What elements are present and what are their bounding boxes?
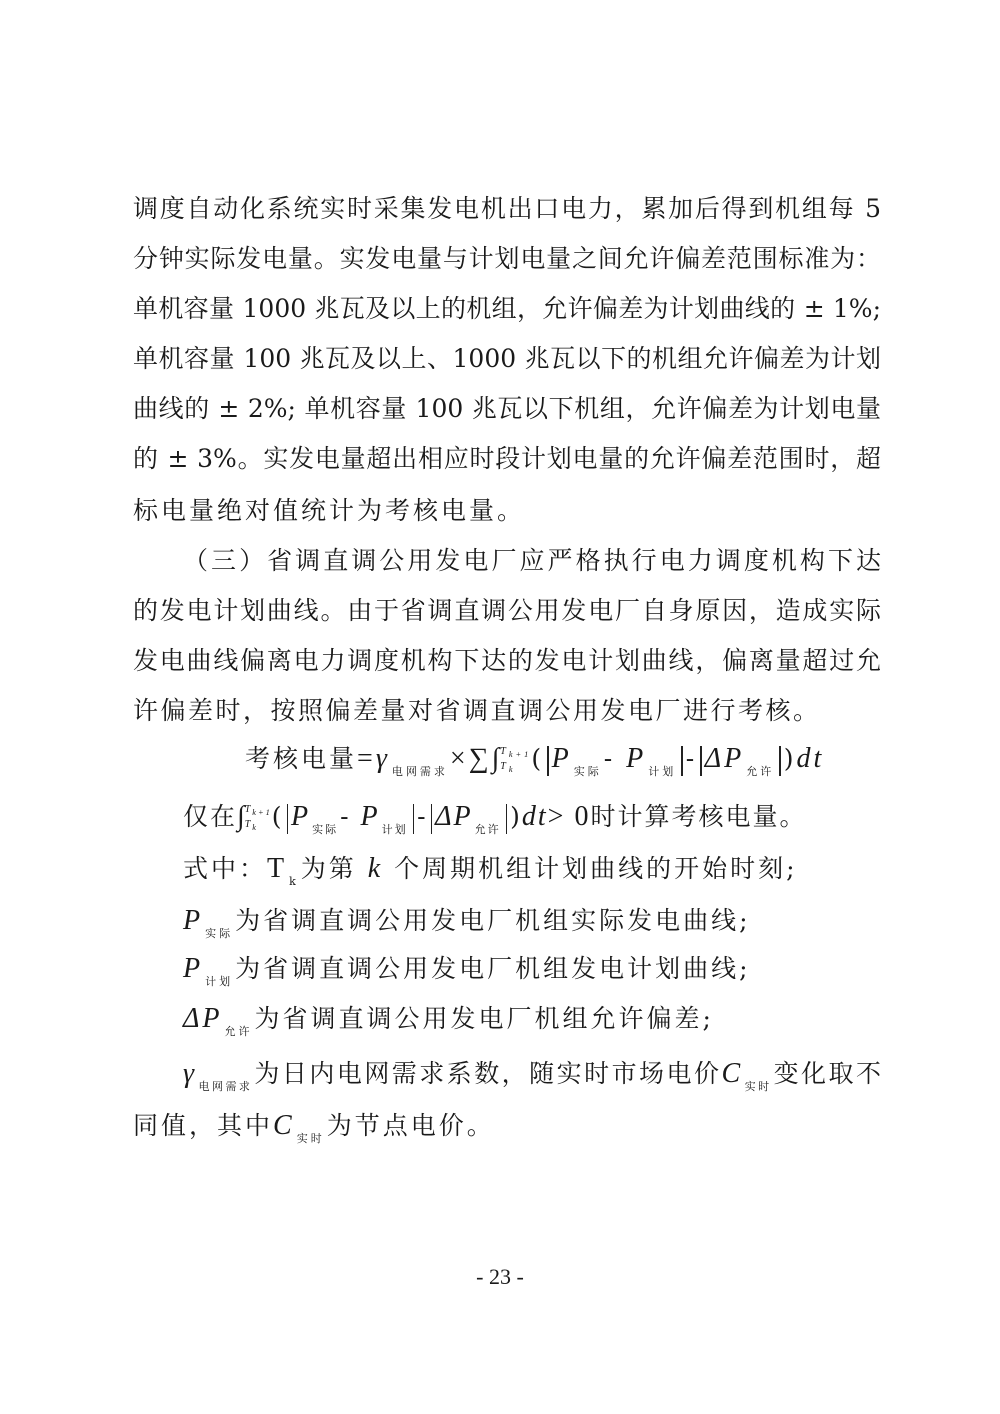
- formula-delta-p: ΔP: [435, 801, 473, 832]
- def-text: 为节点电价。: [326, 1111, 495, 1140]
- formula-actual-sub: 实际: [312, 823, 339, 836]
- def-tk: [183, 853, 798, 898]
- abs-bar: [506, 804, 508, 834]
- formula-allow-sub: 允许: [746, 765, 775, 778]
- formula-minus: -: [417, 802, 428, 831]
- formula-actual-sub: 实际: [573, 765, 602, 778]
- abs-bar: [681, 746, 683, 776]
- body-line: 分钟实际发电量。实发电量与计划电量之间允许偏差范围标准为：: [133, 244, 881, 273]
- body-line: 的 ± 3%。实发电量超出相应时段计划电量的允许偏差范围时，超: [133, 444, 881, 473]
- def-p: P: [183, 905, 204, 936]
- def-c-sub: 实时: [296, 1132, 325, 1145]
- def-dp-allow: [183, 1003, 714, 1048]
- def-delta-p-sub: 允许: [224, 1025, 253, 1038]
- abs-bar: [547, 746, 549, 776]
- def-text: 为第: [300, 854, 357, 883]
- def-c: C: [721, 1058, 741, 1089]
- body-line: 标电量绝对值统计为考核电量。: [133, 496, 526, 525]
- formula-integral: ∫: [237, 801, 247, 832]
- lower-limit-sub: k: [508, 764, 516, 774]
- def-gamma: [183, 1058, 881, 1103]
- body-line: 发电曲线偏离电力调度机构下达的发电计划曲线，偏离量超过允: [133, 646, 881, 675]
- formula-eq: =: [357, 743, 376, 774]
- def-text: 为省调直调公用发电厂机组实际发电曲线;: [235, 906, 751, 935]
- def-p-actual: [183, 905, 751, 950]
- def-prefix: 式中：: [183, 854, 268, 883]
- def-t: T: [267, 853, 288, 884]
- condition-gt: > 0: [547, 801, 591, 832]
- formula-delta-p: ΔP: [704, 743, 745, 774]
- formula-dt: dt: [796, 743, 825, 774]
- upper-limit: T: [500, 745, 509, 757]
- page-number: - 23 -: [476, 1264, 524, 1289]
- abs-bar: [700, 746, 702, 776]
- formula-minus: -: [340, 802, 351, 831]
- abs-bar: [779, 746, 781, 776]
- def-text: 为日内电网需求系数，随实时市场电价: [254, 1059, 722, 1088]
- def-p-plan: [183, 953, 751, 998]
- formula-allow-sub: 允许: [474, 823, 501, 836]
- def-delta-p: ΔP: [183, 1003, 223, 1034]
- lower-limit-sub: k: [252, 822, 258, 832]
- upper-limit: T: [244, 803, 253, 815]
- def-p: P: [183, 953, 204, 984]
- def-p-sub: 实际: [205, 927, 234, 940]
- body-line: 的发电计划曲线。由于省调直调公用发电厂自身原因，造成实际: [133, 596, 881, 625]
- formula-p: P: [551, 743, 572, 774]
- def-c-sub: 实时: [742, 1080, 772, 1093]
- def-gamma-symbol: γ: [183, 1058, 195, 1089]
- def-text: 变化取不: [773, 1059, 881, 1088]
- lower-limit: T: [500, 760, 509, 772]
- def-k: k: [367, 853, 384, 884]
- def-t-sub: k: [289, 875, 299, 888]
- body-line: 许偏差时，按照偏差量对省调直调公用发电厂进行考核。: [133, 696, 821, 725]
- formula-times: ×: [449, 743, 469, 774]
- lower-limit: T: [244, 818, 253, 830]
- formula-sum: ∑: [468, 743, 492, 774]
- condition-prefix: 仅在: [183, 802, 238, 831]
- assessment-formula: 考核电量=γ $_{电网需求}\times\sum\int T_{k+1}$ $T_k$ ( P $_{实际}$- P $_{计划}$ - ΔP $_{允许}$ )dt: [245, 743, 825, 778]
- def-gamma-sub: 电网需求: [196, 1080, 253, 1093]
- def-text: 为省调直调公用发电厂机组允许偏差;: [254, 1004, 714, 1033]
- formula-dt: dt: [521, 801, 548, 832]
- formula-plan-sub: 计划: [648, 765, 677, 778]
- body-line: 单机容量 100 兆瓦及以上、1000 兆瓦以下的机组允许偏差为计划: [133, 344, 881, 373]
- abs-bar: [287, 804, 289, 834]
- integral-limits: [245, 804, 272, 834]
- def-c: C: [273, 1110, 295, 1141]
- body-line: 单机容量 1000 兆瓦及以上的机组，允许偏差为计划曲线的 ± 1%;: [133, 294, 881, 323]
- integral-limits: [500, 746, 531, 776]
- formula-gamma-sub: 电网需求: [391, 765, 448, 778]
- def-gamma-cont: [133, 1110, 495, 1155]
- upper-limit-sub: k+1: [252, 807, 272, 817]
- formula-condition: 仅在$\int T_{k+1}$ $T_k$ ( P $_{实际}$- P $_{计划}$ - ΔP $_{允许}$ )dt> 0时计算考核电量。: [183, 801, 807, 836]
- formula-minus: -: [685, 744, 698, 773]
- body-line: 曲线的 ± 2%; 单机容量 100 兆瓦以下机组，允许偏差为计划电量: [133, 394, 881, 423]
- upper-limit-sub: k+1: [508, 749, 532, 759]
- def-text: 为省调直调公用发电厂机组发电计划曲线;: [235, 954, 751, 983]
- section-heading-line: （三）省调直调公用发电厂应严格执行电力调度机构下达: [183, 546, 881, 575]
- formula-gamma: γ: [375, 743, 390, 774]
- abs-bar: [413, 804, 415, 834]
- formula-minus: -: [603, 744, 616, 773]
- formula-p: P: [626, 743, 647, 774]
- def-p-sub: 计划: [205, 975, 234, 988]
- def-text: 个周期机组计划曲线的开始时刻;: [394, 854, 798, 883]
- formula-plan-sub: 计划: [381, 823, 408, 836]
- body-line: 调度自动化系统实时采集发电机出口电力，累加后得到机组每 5: [133, 194, 881, 223]
- formula-p: P: [291, 801, 311, 832]
- def-text: 同值，其中: [133, 1111, 274, 1140]
- formula-lhs: 考核电量: [245, 744, 358, 773]
- formula-p: P: [360, 801, 380, 832]
- abs-bar: [431, 804, 433, 834]
- formula-integral: ∫: [491, 743, 503, 774]
- condition-suffix: 时计算考核电量。: [590, 802, 807, 831]
